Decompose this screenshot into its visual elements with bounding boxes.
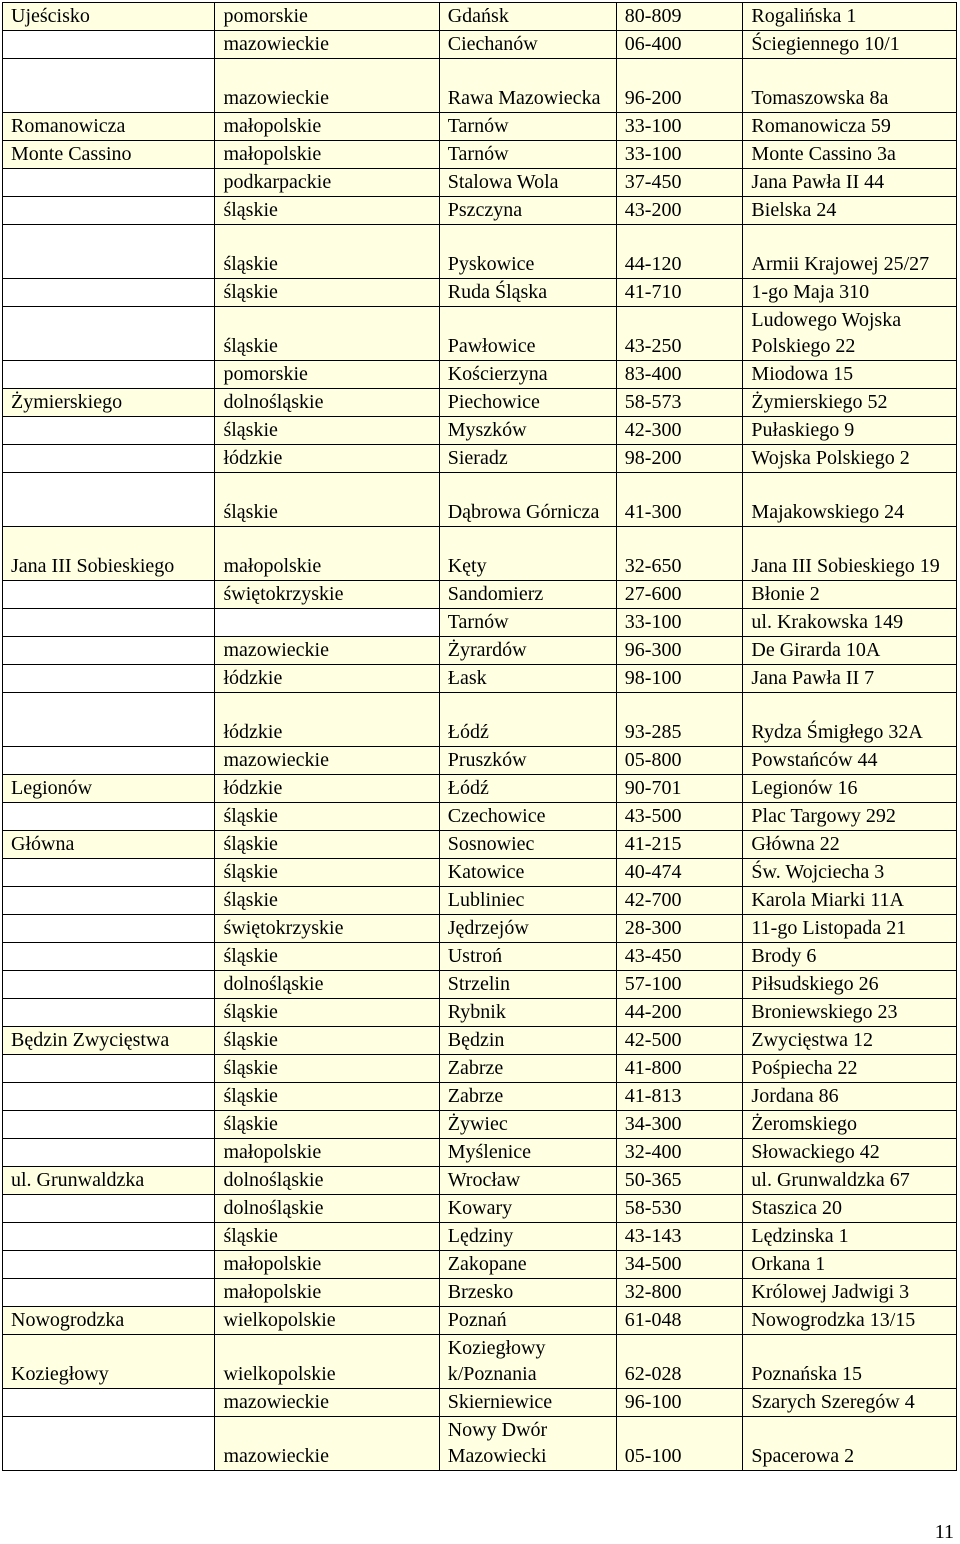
name-cell (3, 1251, 215, 1279)
name-cell (3, 279, 215, 307)
postcode-cell: 27-600 (616, 581, 743, 609)
name-cell: Ujeścisko (3, 3, 215, 31)
table-row (3, 307, 957, 361)
city-cell: Żywiec (439, 1111, 616, 1139)
postcode-cell: 34-300 (616, 1111, 743, 1139)
postcode-cell: 98-100 (616, 665, 743, 693)
name-cell (3, 307, 215, 361)
city-cell: Sosnowiec (439, 831, 616, 859)
name-cell: Nowogrodzka (3, 1307, 215, 1335)
street-cell: Błonie 2 (743, 581, 957, 609)
region-cell: małopolskie (215, 1279, 439, 1307)
postcode-cell: 41-813 (616, 1083, 743, 1111)
table-row (3, 417, 957, 445)
postcode-cell: 44-200 (616, 999, 743, 1027)
street-cell: 11-go Listopada 21 (743, 915, 957, 943)
region-cell: śląskie (215, 1223, 439, 1251)
name-cell (3, 445, 215, 473)
region-cell: mazowieckie (215, 1389, 439, 1417)
postcode-cell: 37-450 (616, 169, 743, 197)
name-cell: Monte Cassino (3, 141, 215, 169)
city-cell: Łódź (439, 775, 616, 803)
city-cell: Pawłowice (439, 307, 616, 361)
postcode-cell: 43-500 (616, 803, 743, 831)
postcode-cell: 32-800 (616, 1279, 743, 1307)
region-cell: dolnośląskie (215, 971, 439, 999)
street-cell: Słowackiego 42 (743, 1139, 957, 1167)
postcode-cell: 57-100 (616, 971, 743, 999)
region-cell: śląskie (215, 225, 439, 279)
postcode-cell: 58-530 (616, 1195, 743, 1223)
name-cell (3, 1223, 215, 1251)
name-cell: Jana III Sobieskiego (3, 527, 215, 581)
region-cell: śląskie (215, 307, 439, 361)
table-row (3, 1279, 957, 1307)
postcode-cell: 43-143 (616, 1223, 743, 1251)
city-cell: Tarnów (439, 113, 616, 141)
table-row (3, 803, 957, 831)
name-cell (3, 693, 215, 747)
city-cell: Myszków (439, 417, 616, 445)
region-cell: śląskie (215, 417, 439, 445)
postcode-cell: 44-120 (616, 225, 743, 279)
name-cell (3, 1417, 215, 1471)
city-cell: Tarnów (439, 141, 616, 169)
page-number: 11 (934, 1521, 954, 1543)
region-cell: małopolskie (215, 113, 439, 141)
city-cell: Kęty (439, 527, 616, 581)
name-cell (3, 1389, 215, 1417)
name-cell (3, 31, 215, 59)
region-cell: śląskie (215, 1027, 439, 1055)
postcode-cell: 33-100 (616, 141, 743, 169)
postcode-cell: 43-250 (616, 307, 743, 361)
region-cell: dolnośląskie (215, 389, 439, 417)
street-cell: Lędzinska 1 (743, 1223, 957, 1251)
name-cell: Żymierskiego (3, 389, 215, 417)
city-cell: Rawa Mazowiecka (439, 59, 616, 113)
street-cell: Zwycięstwa 12 (743, 1027, 957, 1055)
name-cell (3, 59, 215, 113)
street-cell: Plac Targowy 292 (743, 803, 957, 831)
street-cell: Ściegiennego 10/1 (743, 31, 957, 59)
city-cell: Zakopane (439, 1251, 616, 1279)
postcode-cell: 34-500 (616, 1251, 743, 1279)
name-cell (3, 971, 215, 999)
postcode-cell: 93-285 (616, 693, 743, 747)
region-cell: śląskie (215, 943, 439, 971)
region-cell: śląskie (215, 1111, 439, 1139)
region-cell: małopolskie (215, 1139, 439, 1167)
region-cell: pomorskie (215, 3, 439, 31)
table-row (3, 915, 957, 943)
table-row (3, 527, 957, 581)
table-row (3, 473, 957, 527)
postcode-cell: 58-573 (616, 389, 743, 417)
city-cell: Nowy Dwór Mazowiecki (439, 1417, 616, 1471)
table-row (3, 637, 957, 665)
street-cell: 1-go Maja 310 (743, 279, 957, 307)
table-row (3, 747, 957, 775)
region-cell (215, 609, 439, 637)
city-cell: Kościerzyna (439, 361, 616, 389)
table-row (3, 1027, 957, 1055)
street-cell: Orkana 1 (743, 1251, 957, 1279)
region-cell: wielkopolskie (215, 1307, 439, 1335)
region-cell: dolnośląskie (215, 1195, 439, 1223)
postcode-cell: 98-200 (616, 445, 743, 473)
name-cell (3, 169, 215, 197)
street-cell: Nowogrodzka 13/15 (743, 1307, 957, 1335)
city-cell: Rybnik (439, 999, 616, 1027)
table-row (3, 1083, 957, 1111)
postcode-cell: 61-048 (616, 1307, 743, 1335)
city-cell: Strzelin (439, 971, 616, 999)
region-cell: wielkopolskie (215, 1335, 439, 1389)
street-cell: Brody 6 (743, 943, 957, 971)
table-row (3, 1167, 957, 1195)
region-cell: mazowieckie (215, 747, 439, 775)
postcode-cell: 50-365 (616, 1167, 743, 1195)
region-cell: śląskie (215, 859, 439, 887)
table-row (3, 59, 957, 113)
table-row (3, 31, 957, 59)
name-cell: Główna (3, 831, 215, 859)
region-cell: łódzkie (215, 665, 439, 693)
table-row (3, 693, 957, 747)
postcode-cell: 83-400 (616, 361, 743, 389)
region-cell: śląskie (215, 197, 439, 225)
table-row (3, 609, 957, 637)
region-cell: mazowieckie (215, 1417, 439, 1471)
city-cell: Stalowa Wola (439, 169, 616, 197)
table-row (3, 361, 957, 389)
table-row (3, 389, 957, 417)
street-cell: Pułaskiego 9 (743, 417, 957, 445)
region-cell: łódzkie (215, 693, 439, 747)
postcode-cell: 41-800 (616, 1055, 743, 1083)
city-cell: Pyskowice (439, 225, 616, 279)
region-cell: mazowieckie (215, 31, 439, 59)
city-cell: Kowary (439, 1195, 616, 1223)
region-cell: małopolskie (215, 527, 439, 581)
name-cell (3, 637, 215, 665)
table-row (3, 1389, 957, 1417)
postcode-cell: 41-300 (616, 473, 743, 527)
street-cell: Majakowskiego 24 (743, 473, 957, 527)
street-cell: De Girarda 10A (743, 637, 957, 665)
region-cell: śląskie (215, 473, 439, 527)
name-cell (3, 1055, 215, 1083)
name-cell (3, 915, 215, 943)
street-cell: Bielska 24 (743, 197, 957, 225)
region-cell: śląskie (215, 1055, 439, 1083)
street-cell: Św. Wojciecha 3 (743, 859, 957, 887)
city-cell: Ruda Śląska (439, 279, 616, 307)
city-cell: Sieradz (439, 445, 616, 473)
postcode-cell: 05-100 (616, 1417, 743, 1471)
table-row (3, 859, 957, 887)
street-cell: Królowej Jadwigi 3 (743, 1279, 957, 1307)
name-cell (3, 1111, 215, 1139)
postcode-cell: 28-300 (616, 915, 743, 943)
street-cell: Spacerowa 2 (743, 1417, 957, 1471)
city-cell: Ustroń (439, 943, 616, 971)
city-cell: Tarnów (439, 609, 616, 637)
city-cell: Gdańsk (439, 3, 616, 31)
street-cell: ul. Krakowska 149 (743, 609, 957, 637)
postcode-cell: 96-200 (616, 59, 743, 113)
city-cell: Pszczyna (439, 197, 616, 225)
postcode-cell: 41-215 (616, 831, 743, 859)
city-cell: Łask (439, 665, 616, 693)
region-cell: pomorskie (215, 361, 439, 389)
table-row (3, 665, 957, 693)
postcode-cell: 80-809 (616, 3, 743, 31)
region-cell: dolnośląskie (215, 1167, 439, 1195)
street-cell: ul. Grunwaldzka 67 (743, 1167, 957, 1195)
table-row (3, 1111, 957, 1139)
city-cell: Wrocław (439, 1167, 616, 1195)
street-cell: Staszica 20 (743, 1195, 957, 1223)
name-cell (3, 803, 215, 831)
postcode-cell: 42-300 (616, 417, 743, 445)
table-row (3, 225, 957, 279)
city-cell: Lubliniec (439, 887, 616, 915)
region-cell: śląskie (215, 999, 439, 1027)
city-cell: Zabrze (439, 1083, 616, 1111)
street-cell: Jana Pawła II 7 (743, 665, 957, 693)
postcode-cell: 33-100 (616, 113, 743, 141)
region-cell: świętokrzyskie (215, 915, 439, 943)
street-cell: Rogalińska 1 (743, 3, 957, 31)
name-cell: ul. Grunwaldzka (3, 1167, 215, 1195)
postcode-cell: 32-650 (616, 527, 743, 581)
city-cell: Skierniewice (439, 1389, 616, 1417)
name-cell (3, 1279, 215, 1307)
name-cell (3, 609, 215, 637)
city-cell: Lędziny (439, 1223, 616, 1251)
name-cell (3, 417, 215, 445)
name-cell (3, 943, 215, 971)
postcode-cell: 40-474 (616, 859, 743, 887)
name-cell (3, 1083, 215, 1111)
street-cell: Romanowicza 59 (743, 113, 957, 141)
city-cell: Myślenice (439, 1139, 616, 1167)
name-cell (3, 747, 215, 775)
street-cell: Szarych Szeregów 4 (743, 1389, 957, 1417)
postcode-cell: 96-300 (616, 637, 743, 665)
table-row (3, 887, 957, 915)
city-cell: Katowice (439, 859, 616, 887)
name-cell: Będzin Zwycięstwa (3, 1027, 215, 1055)
name-cell (3, 999, 215, 1027)
name-cell (3, 361, 215, 389)
table-row (3, 141, 957, 169)
region-cell: mazowieckie (215, 637, 439, 665)
street-cell: Broniewskiego 23 (743, 999, 957, 1027)
city-cell: Dąbrowa Górnicza (439, 473, 616, 527)
street-cell: Karola Miarki 11A (743, 887, 957, 915)
region-cell: śląskie (215, 887, 439, 915)
postcode-cell: 42-500 (616, 1027, 743, 1055)
postcode-cell: 33-100 (616, 609, 743, 637)
city-cell: Piechowice (439, 389, 616, 417)
postcode-cell: 43-200 (616, 197, 743, 225)
postcode-cell: 06-400 (616, 31, 743, 59)
table-row (3, 169, 957, 197)
table-row (3, 279, 957, 307)
postcode-cell: 32-400 (616, 1139, 743, 1167)
table-row (3, 1195, 957, 1223)
postcode-cell: 43-450 (616, 943, 743, 971)
street-cell: Wojska Polskiego 2 (743, 445, 957, 473)
table-row (3, 775, 957, 803)
name-cell (3, 887, 215, 915)
table-row (3, 445, 957, 473)
region-cell: śląskie (215, 279, 439, 307)
city-cell: Czechowice (439, 803, 616, 831)
city-cell: Będzin (439, 1027, 616, 1055)
name-cell: Legionów (3, 775, 215, 803)
name-cell (3, 1139, 215, 1167)
table-row (3, 197, 957, 225)
postcode-cell: 42-700 (616, 887, 743, 915)
street-cell: Główna 22 (743, 831, 957, 859)
street-cell: Monte Cassino 3a (743, 141, 957, 169)
region-cell: mazowieckie (215, 59, 439, 113)
name-cell (3, 225, 215, 279)
city-cell: Pruszków (439, 747, 616, 775)
street-cell: Powstańców 44 (743, 747, 957, 775)
table-row (3, 1307, 957, 1335)
region-cell: śląskie (215, 1083, 439, 1111)
region-cell: małopolskie (215, 1251, 439, 1279)
table-row (3, 943, 957, 971)
street-cell: Piłsudskiego 26 (743, 971, 957, 999)
region-cell: świętokrzyskie (215, 581, 439, 609)
street-cell: Tomaszowska 8a (743, 59, 957, 113)
street-cell: Żeromskiego (743, 1111, 957, 1139)
city-cell: Żyrardów (439, 637, 616, 665)
table-row (3, 1223, 957, 1251)
street-cell: Pośpiecha 22 (743, 1055, 957, 1083)
street-cell: Miodowa 15 (743, 361, 957, 389)
address-table-body (3, 3, 957, 1471)
name-cell (3, 859, 215, 887)
city-cell: Poznań (439, 1307, 616, 1335)
table-row (3, 971, 957, 999)
city-cell: Zabrze (439, 1055, 616, 1083)
region-cell: małopolskie (215, 141, 439, 169)
postcode-cell: 41-710 (616, 279, 743, 307)
postcode-cell: 05-800 (616, 747, 743, 775)
name-cell (3, 473, 215, 527)
city-cell: Łódź (439, 693, 616, 747)
postcode-cell: 62-028 (616, 1335, 743, 1389)
street-cell: Armii Krajowej 25/27 (743, 225, 957, 279)
street-cell: Ludowego Wojska Polskiego 22 (743, 307, 957, 361)
city-cell: Koziegłowy k/Poznania (439, 1335, 616, 1389)
region-cell: śląskie (215, 831, 439, 859)
street-cell: Jana Pawła II 44 (743, 169, 957, 197)
table-row (3, 581, 957, 609)
region-cell: podkarpackie (215, 169, 439, 197)
name-cell (3, 665, 215, 693)
region-cell: śląskie (215, 803, 439, 831)
table-row (3, 831, 957, 859)
region-cell: łódzkie (215, 445, 439, 473)
address-table (2, 2, 957, 1471)
name-cell: Koziegłowy (3, 1335, 215, 1389)
name-cell: Romanowicza (3, 113, 215, 141)
table-row (3, 113, 957, 141)
table-row (3, 1139, 957, 1167)
postcode-cell: 96-100 (616, 1389, 743, 1417)
city-cell: Jędrzejów (439, 915, 616, 943)
city-cell: Brzesko (439, 1279, 616, 1307)
city-cell: Sandomierz (439, 581, 616, 609)
name-cell (3, 581, 215, 609)
table-row (3, 3, 957, 31)
name-cell (3, 1195, 215, 1223)
city-cell: Ciechanów (439, 31, 616, 59)
street-cell: Poznańska 15 (743, 1335, 957, 1389)
postcode-cell: 90-701 (616, 775, 743, 803)
street-cell: Rydza Śmigłego 32A (743, 693, 957, 747)
region-cell: łódzkie (215, 775, 439, 803)
table-row (3, 1251, 957, 1279)
table-row (3, 999, 957, 1027)
street-cell: Jana III Sobieskiego 19 (743, 527, 957, 581)
street-cell: Jordana 86 (743, 1083, 957, 1111)
name-cell (3, 197, 215, 225)
street-cell: Żymierskiego 52 (743, 389, 957, 417)
table-row (3, 1335, 957, 1389)
table-row (3, 1055, 957, 1083)
table-row (3, 1417, 957, 1471)
street-cell: Legionów 16 (743, 775, 957, 803)
